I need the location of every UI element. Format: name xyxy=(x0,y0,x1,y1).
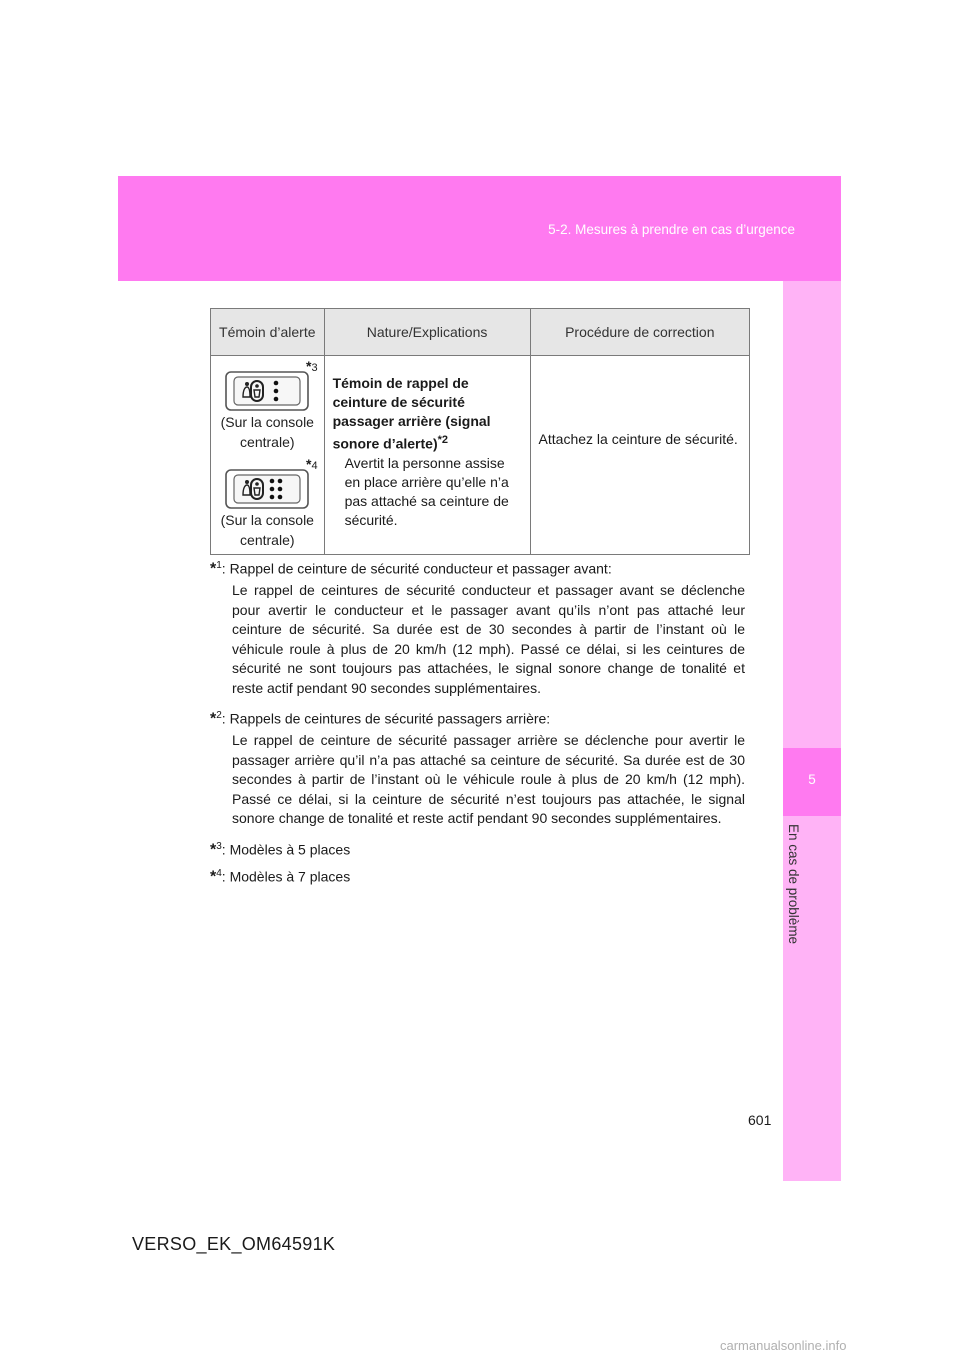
nature-footnote-ref: *2 xyxy=(437,434,449,446)
footnote-1: *$^1$: Rappel de ceinture de sécurité conducteur et passager avant: Le rappel de ceintures de sécurité conducteur et passager avant se déclenche pour avertir le conducteur et le passager avant qu’ils n’ont pas attaché leur ceinture de sécurité. Sa durée est de 30 secondes à partir de l’instant où le véhicule roule à plus de 20 km/h (12 mph). Passé ce délai, si les ceintures de sécurité ne sont toujours pas attachées, le signal sonore change de tonalité et reste actif pendant 90 secondes supplémentaires. xyxy=(210,556,745,698)
header-nature: Nature/Explications xyxy=(324,309,530,356)
header-warning-light: Témoin d’alerte xyxy=(211,309,325,356)
footnote-2: *$^2$: Rappels de ceintures de sécurité passagers arrière: Le rappel de ceinture de sécurité passager arrière se déclenche pour avertir le passager arrière qu’il n’a pas attaché sa ceinture de sécurité. Sa durée est de 30 secondes à partir de l’instant où le véhicule roule à plus de 20 km/h (12 mph). Passé ce délai, si la ceinture de sécurité n’est toujours pas attachée, le signal sonore change de tonalité et reste actif pendant 90 secondes supplémentaires. xyxy=(210,706,745,829)
icon-block-5-seat xyxy=(211,360,324,452)
icon-block-7-seat xyxy=(211,458,324,550)
procedure-cell: Attachez la ceinture de sécurité. xyxy=(530,356,749,555)
footnotes xyxy=(210,556,745,895)
footnote-body: Le rappel de ceinture de sécurité passager arrière se déclenche pour avertir le passager arrière qu’il n’a pas attaché sa ceinture de sécurité. Sa durée est de 30 secondes à partir de l’instant où le véhicule roule à plus de 20 km/h (12 mph). Passé ce délai, si la ceinture de sécurité n’est toujours pas attachée, le signal sonore change de tonalité et reste actif pendant 90 secondes supplémentaires. xyxy=(232,732,745,827)
chapter-side-tab xyxy=(783,281,841,1181)
chapter-label-wrap xyxy=(786,824,816,964)
chapter-number: 5 xyxy=(808,772,816,787)
page-number: 601 xyxy=(748,1112,772,1128)
warning-light-table xyxy=(210,308,750,555)
icon-footnote-ref: *3 xyxy=(306,358,318,374)
chapter-label: En cas de problème xyxy=(786,824,801,945)
icon-footnote-ref: *4 xyxy=(306,456,318,472)
watermark: carmanualsonline.info xyxy=(720,1338,847,1353)
footnote-3: *$^3$: Modèles à 5 places xyxy=(210,840,351,859)
rear-seatbelt-reminder-icon xyxy=(224,370,310,412)
chapter-number-tab xyxy=(783,748,841,816)
table-row xyxy=(211,356,750,555)
document-code: VERSO_EK_OM64591K xyxy=(132,1234,336,1254)
nature-cell xyxy=(324,356,530,555)
footnote-body: Le rappel de ceintures de sécurité conducteur et passager avant se déclenche pour avertir le conducteur et le passager avant qu’ils n’ont pas attaché leur ceinture de sécurité. Sa durée est de 30 secondes à partir de l’instant où le véhicule roule à plus de 20 km/h (12 mph). Passé ce délai, si les ceintures de sécurité ne sont toujours pas attachées, le signal sonore change de tonalité et reste actif pendant 90 secondes supplémentaires. xyxy=(232,582,745,696)
rear-seatbelt-reminder-icon xyxy=(224,468,310,510)
header-procedure: Procédure de correction xyxy=(530,309,749,356)
section-title: 5-2. Mesures à prendre en cas d’urgence xyxy=(548,222,795,237)
nature-description: Avertit la personne assise en place arrière qu’elle n’a pas attaché sa ceinture de sécurité. xyxy=(344,454,509,528)
footnote-4: *$^4$: Modèles à 7 places xyxy=(210,867,351,886)
nature-title: Témoin de rappel de ceinture de sécurité passager arrière (signal sonore d’alerte)$^{*2}$ xyxy=(332,375,491,452)
icon-caption: (Sur la console centrale) xyxy=(220,512,314,548)
warning-light-cell xyxy=(211,356,325,555)
icon-caption: (Sur la console centrale) xyxy=(220,414,314,450)
